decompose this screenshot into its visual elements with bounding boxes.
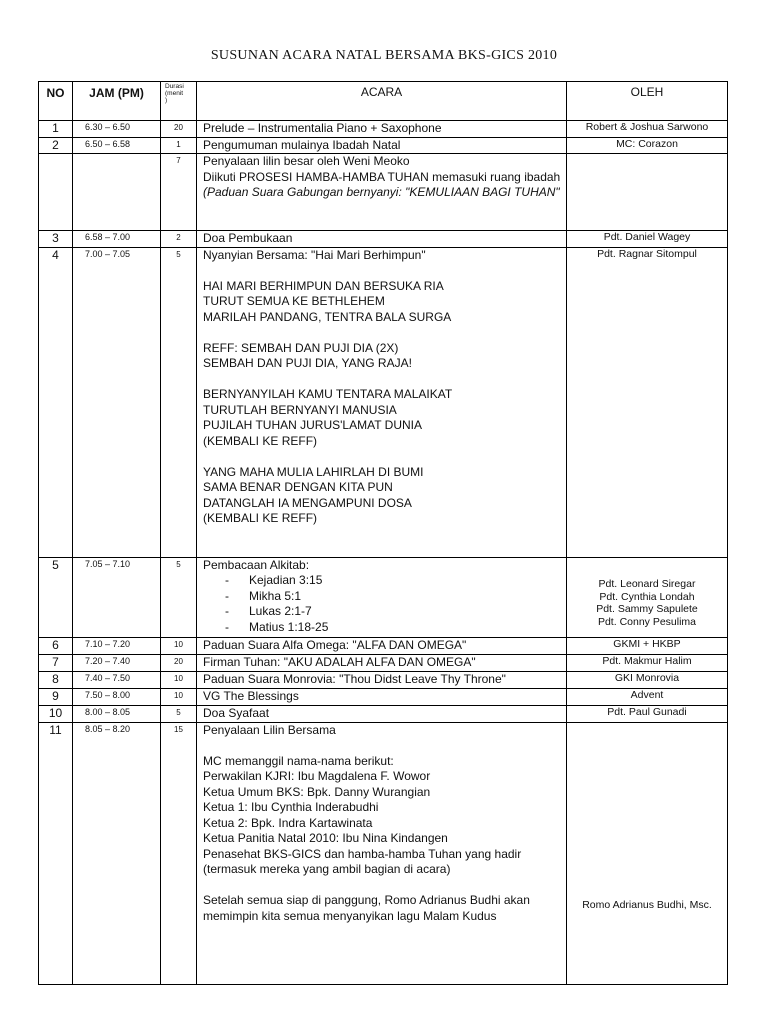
acara-line: Ketua 2: Bpk. Indra Kartawinata <box>203 815 373 830</box>
row-time: 7.20 – 7.40 <box>73 654 161 671</box>
row-oleh <box>567 722 728 984</box>
row-number: 8 <box>39 671 73 688</box>
row-oleh <box>567 247 728 557</box>
oleh-line: Pdt. Leonard Siregar <box>598 578 696 590</box>
acara-line: (KEMBALI KE REFF) <box>203 511 318 525</box>
oleh-line: Pdt. Ragnar Sitompul <box>597 247 697 260</box>
oleh-line: Advent <box>630 688 664 701</box>
acara-line: Ketua 1: Ibu Cynthia Inderabudhi <box>203 800 379 814</box>
row-duration: 7 <box>161 154 197 231</box>
acara-line: Firman Tuhan: "AKU ADALAH ALFA DAN OMEGA" <box>203 654 476 669</box>
bullet-text: Lukas 2:1-7 <box>249 604 312 618</box>
row-duration: 20 <box>161 654 197 671</box>
oleh-line: GKMI + HKBP <box>613 637 681 650</box>
acara-line: Penasehat BKS-GICS dan hamba-hamba Tuhan yang hadir (termasuk mereka yang ambil bagian di acara) <box>203 846 522 876</box>
header-durasi-line: (menit <box>165 89 184 97</box>
acara-line: Perwakilan KJRI: Ibu Magdalena F. Wowor <box>203 769 431 783</box>
row-time: 8.00 – 8.05 <box>73 705 161 722</box>
row-time: 7.40 – 7.50 <box>73 671 161 688</box>
acara-line: Paduan Suara Alfa Omega: "ALFA DAN OMEGA" <box>203 637 467 652</box>
acara-line: SAMA BENAR DENGAN KITA PUN <box>203 480 393 494</box>
acara-line: Ketua Panitia Natal 2010: Ibu Nina Kindangen <box>203 831 448 845</box>
oleh-line: Pdt. Cynthia Londah <box>599 590 695 603</box>
acara-line: (KEMBALI KE REFF) <box>203 433 318 448</box>
acara-line: Nyanyian Bersama: "Hai Mari Berhimpun" <box>203 247 426 262</box>
row-oleh <box>567 121 728 138</box>
row-number: 11 <box>39 722 73 984</box>
row-acara <box>197 654 567 671</box>
bullet-text: Kejadian 3:15 <box>249 573 323 587</box>
dash-bullet-icon: - <box>225 573 229 587</box>
row-number: 9 <box>39 688 73 705</box>
header-oleh: OLEH <box>567 82 728 121</box>
bullet-item <box>203 573 566 589</box>
acara-line: (Paduan Suara Gabungan bernyanyi: "KEMULIAAN BAGI TUHAN" <box>203 185 560 199</box>
table-row <box>39 637 728 654</box>
row-duration: 2 <box>161 231 197 248</box>
row-acara <box>197 121 567 138</box>
acara-line: TURUT SEMUA KE BETHLEHEM <box>203 294 385 308</box>
row-oleh <box>567 671 728 688</box>
acara-line: REFF: SEMBAH DAN PUJI DIA (2X) <box>203 340 399 355</box>
acara-line: DATANGLAH IA MENGAMPUNI DOSA <box>203 495 412 510</box>
document-title: SUSUNAN ACARA NATAL BERSAMA BKS-GICS 2010 <box>210 48 558 63</box>
row-number: 4 <box>39 247 73 557</box>
bullet-item <box>203 604 566 620</box>
dash-bullet-icon: - <box>225 588 229 603</box>
row-oleh <box>567 637 728 654</box>
row-oleh <box>567 688 728 705</box>
row-oleh <box>567 231 728 248</box>
row-oleh <box>567 705 728 722</box>
row-time: 7.05 – 7.10 <box>73 557 161 637</box>
acara-line: Pembacaan Alkitab: <box>203 557 310 572</box>
row-time: 6.50 – 6.58 <box>73 137 161 154</box>
bullet-item <box>203 589 566 605</box>
row-duration: 20 <box>161 121 197 138</box>
acara-line: Penyalaan lilin besar oleh Weni Meoko <box>203 154 410 168</box>
oleh-line: Romo Adrianus Budhi, Msc. <box>582 898 712 911</box>
table-row <box>39 231 728 248</box>
row-number: 1 <box>39 121 73 138</box>
table-row <box>39 154 728 231</box>
row-oleh <box>567 557 728 637</box>
bullet-item <box>203 620 566 636</box>
acara-line: Pengumuman mulainya Ibadah Natal <box>203 137 401 152</box>
acara-line: Ketua Umum BKS: Bpk. Danny Wurangian <box>203 784 431 799</box>
oleh-line: GKI Monrovia <box>614 671 680 684</box>
row-number: 5 <box>39 557 73 637</box>
oleh-line: Pdt. Paul Gunadi <box>607 705 687 718</box>
blank-line <box>203 372 566 388</box>
row-oleh <box>567 137 728 154</box>
oleh-line: Pdt. Daniel Wagey <box>603 231 691 243</box>
row-acara <box>197 137 567 154</box>
dash-bullet-icon: - <box>225 619 229 634</box>
row-acara <box>197 637 567 654</box>
row-acara <box>197 247 567 557</box>
schedule-table <box>38 81 728 985</box>
dash-bullet-icon: - <box>225 604 229 618</box>
row-oleh <box>567 154 728 231</box>
acara-line: Doa Pembukaan <box>203 231 293 245</box>
acara-line: Penyalaan Lilin Bersama <box>203 722 336 737</box>
table-header-row <box>39 82 728 121</box>
row-time: 7.00 – 7.05 <box>73 247 161 557</box>
row-number: 3 <box>39 231 73 248</box>
acara-line: VG The Blessings <box>203 688 299 703</box>
row-acara <box>197 688 567 705</box>
acara-line: Diikuti PROSESI HAMBA-HAMBA TUHAN memasuki ruang ibadah <box>203 169 561 184</box>
blank-line <box>203 878 566 894</box>
table-row <box>39 121 728 138</box>
row-number <box>39 154 73 231</box>
table-row <box>39 557 728 637</box>
oleh-line: Pdt. Conny Pesulima <box>597 615 697 628</box>
acara-line: Prelude – Instrumentalia Piano + Saxophone <box>203 121 442 135</box>
acara-line: MC memanggil nama-nama berikut: <box>203 753 394 768</box>
row-number: 6 <box>39 637 73 654</box>
row-duration: 1 <box>161 137 197 154</box>
acara-line: YANG MAHA MULIA LAHIRLAH DI BUMI <box>203 464 424 479</box>
row-number: 7 <box>39 654 73 671</box>
bullet-text: Matius 1:18-25 <box>249 619 329 634</box>
row-number: 2 <box>39 137 73 154</box>
row-time: 6.58 – 7.00 <box>73 231 161 248</box>
header-no: NO <box>39 82 73 121</box>
row-acara <box>197 231 567 248</box>
table-row <box>39 247 728 557</box>
acara-line: PUJILAH TUHAN JURUS'LAMAT DUNIA <box>203 418 422 432</box>
acara-line: Doa Syafaat <box>203 705 270 720</box>
blank-line <box>203 738 566 754</box>
table-row <box>39 722 728 984</box>
row-duration: 10 <box>161 671 197 688</box>
blank-line <box>203 263 566 279</box>
row-duration: 5 <box>161 247 197 557</box>
table-row <box>39 705 728 722</box>
oleh-line: MC: Corazon <box>616 137 678 150</box>
row-time <box>73 154 161 231</box>
acara-line: BERNYANYILAH KAMU TENTARA MALAIKAT <box>203 387 453 401</box>
row-duration: 15 <box>161 722 197 984</box>
row-time: 6.30 – 6.50 <box>73 121 161 138</box>
row-duration: 5 <box>161 705 197 722</box>
row-duration: 10 <box>161 688 197 705</box>
row-acara <box>197 671 567 688</box>
table-row <box>39 654 728 671</box>
acara-line: SEMBAH DAN PUJI DIA, YANG RAJA! <box>203 356 412 370</box>
row-time: 7.10 – 7.20 <box>73 637 161 654</box>
blank-line <box>203 449 566 465</box>
row-acara <box>197 705 567 722</box>
table-row <box>39 671 728 688</box>
header-acara: ACARA <box>197 82 567 121</box>
row-time: 7.50 – 8.00 <box>73 688 161 705</box>
row-acara <box>197 722 567 984</box>
row-number: 10 <box>39 705 73 722</box>
row-oleh <box>567 654 728 671</box>
row-time: 8.05 – 8.20 <box>73 722 161 984</box>
row-duration: 10 <box>161 637 197 654</box>
bullet-text: Mikha 5:1 <box>249 588 302 603</box>
header-durasi <box>161 82 197 121</box>
oleh-line: Robert & Joshua Sarwono <box>585 121 709 133</box>
acara-line: MARILAH PANDANG, TENTRA BALA SURGA <box>203 309 452 324</box>
row-acara <box>197 557 567 637</box>
header-jam: JAM (PM) <box>73 82 161 121</box>
row-acara <box>197 154 567 231</box>
table-row <box>39 137 728 154</box>
acara-line: Setelah semua siap di panggung, Romo Adrianus Budhi akan memimpin kita semua menyanyikan lagu Malam Kudus <box>203 893 530 923</box>
blank-line <box>203 325 566 341</box>
header-durasi-line: ) <box>165 96 168 104</box>
row-duration: 5 <box>161 557 197 637</box>
table-row <box>39 688 728 705</box>
header-durasi-line: Durasi <box>165 83 184 90</box>
oleh-line: Pdt. Sammy Sapulete <box>596 603 698 615</box>
oleh-line: Pdt. Makmur Halim <box>602 654 692 667</box>
acara-line: TURUTLAH BERNYANYI MANUSIA <box>203 402 397 417</box>
acara-line: Paduan Suara Monrovia: "Thou Didst Leave Thy Throne" <box>203 671 506 686</box>
acara-line: HAI MARI BERHIMPUN DAN BERSUKA RIA <box>203 278 444 293</box>
